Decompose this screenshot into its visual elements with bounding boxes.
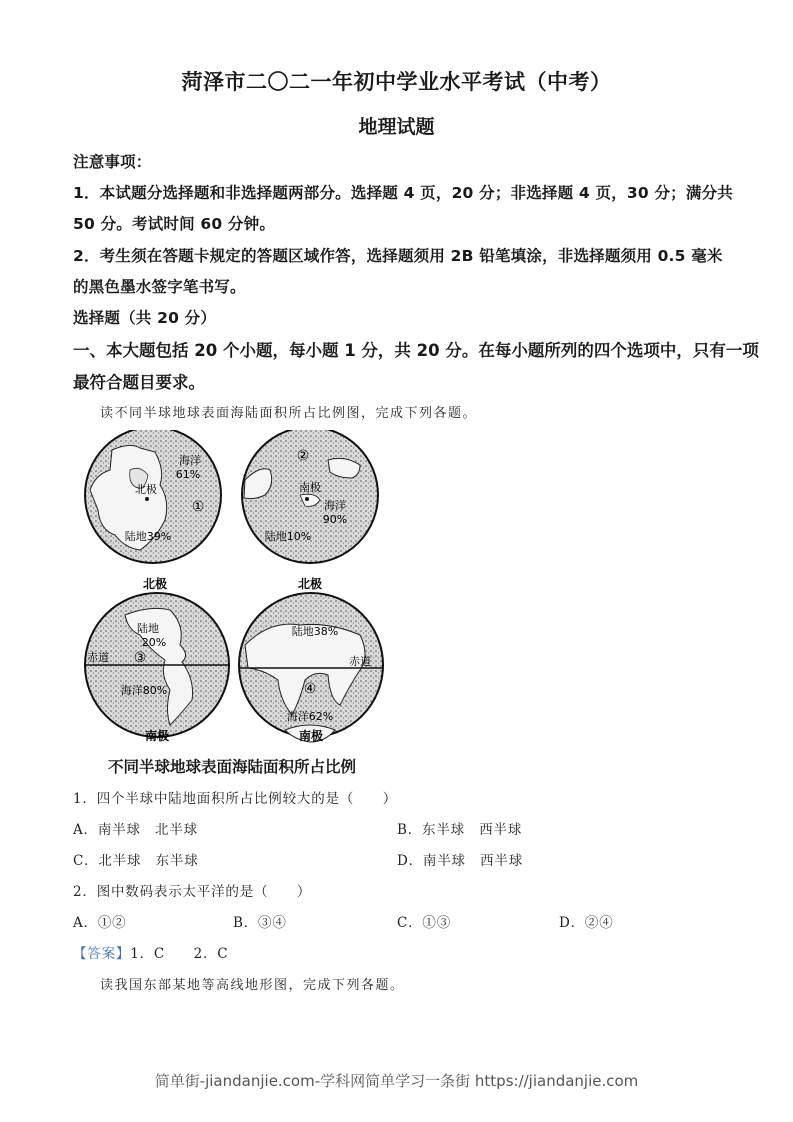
section-heading: 选择题（共 20 分） — [73, 309, 217, 327]
globe-4-land-label: 陆地38% — [291, 625, 339, 638]
globe-3-ocean-label: 海洋80% — [120, 684, 168, 697]
exam-title: 菏泽市二〇二一年初中学业水平考试（中考） — [181, 70, 612, 94]
notice-item-2-line-2: 的黑色墨水签字笔书写。 — [73, 278, 246, 296]
exam-subtitle: 地理试题 — [358, 116, 435, 138]
question-1-option-a[interactable]: A．南半球 北半球 — [73, 822, 198, 838]
globe-3-land-label: 陆地 — [137, 622, 159, 635]
globe-4-ocean-label: 海洋62% — [286, 710, 334, 723]
question-2-option-d[interactable]: D．②④ — [559, 915, 614, 931]
question-2-option-c[interactable]: C．①③ — [397, 915, 452, 931]
globe-2-center-label: 南极 — [299, 481, 321, 494]
globe-4-equator-label: 赤道 — [349, 655, 371, 668]
globe-4-bottom-label: 南极 — [298, 729, 324, 743]
globe-3-marker: ③ — [133, 650, 147, 666]
globe-2-marker: ② — [296, 448, 310, 464]
question-2-option-b[interactable]: B．③④ — [233, 915, 287, 931]
answer-tag: 【答案】 — [73, 946, 131, 962]
globe-3 — [85, 593, 229, 743]
globe-1-ocean-pct: 61% — [175, 468, 201, 481]
answer-text: 1．C 2．C — [130, 946, 229, 962]
globe-2-bottom-label: 北极 — [297, 577, 323, 591]
footer-watermark: 简单街-jiandanjie.com-学科网简单学习一条街 https://jiandanjie.com — [154, 1072, 639, 1090]
hemisphere-figure — [70, 430, 390, 750]
answer-line — [73, 942, 228, 962]
notice-item-1-line-1: 1．本试题分选择题和非选择题两部分。选择题 4 页，20 分；非选择题 4 页，30 分；满分共 — [73, 184, 733, 202]
globe-1-center-label: 北极 — [135, 483, 157, 496]
globe-2-land-label: 陆地10% — [264, 530, 312, 543]
section-instruction-line-2: 最符合题目要求。 — [73, 373, 205, 392]
globe-3-equator-label: 赤道 — [87, 651, 109, 664]
group1-intro: 读不同半球地球表面海陆面积所占比例图，完成下列各题。 — [100, 406, 478, 421]
section-instruction-line-1: 一、本大题包括 20 个小题，每小题 1 分，共 20 分。在每小题所列的四个选项中，只有一项 — [73, 341, 759, 360]
globe-2-ocean-label: 海洋 — [324, 499, 346, 512]
globe-3-bottom-label: 南极 — [144, 729, 170, 743]
notice-item-2-line-1: 2．考生须在答题卡规定的答题区域作答，选择题须用 2B 铅笔填涂，非选择题须用 0.5 毫米 — [73, 247, 723, 265]
globe-1-ocean-label: 海洋 — [179, 454, 201, 467]
globe-1 — [85, 430, 221, 591]
figure-caption: 不同半球地球表面海陆面积所占比例 — [108, 758, 357, 776]
question-2-option-a[interactable]: A．①② — [73, 915, 127, 931]
question-2-stem: 2．图中数码表示太平洋的是（ ） — [73, 884, 312, 900]
globe-4 — [239, 593, 383, 743]
question-1-stem: 1．四个半球中陆地面积所占比例较大的是（ ） — [73, 791, 397, 807]
globe-1-bottom-label: 北极 — [142, 577, 168, 591]
question-1-option-c[interactable]: C．北半球 东半球 — [73, 853, 199, 869]
globe-2 — [242, 430, 378, 591]
question-1-option-b[interactable]: B．东半球 西半球 — [397, 822, 523, 838]
notice-item-1-line-2: 50 分。考试时间 60 分钟。 — [73, 215, 276, 233]
globe-1-land-label: 陆地39% — [124, 530, 172, 543]
question-1-option-d[interactable]: D．南半球 西半球 — [397, 853, 524, 869]
group2-intro: 读我国东部某地等高线地形图，完成下列各题。 — [100, 978, 405, 993]
globe-3-land-pct: 20% — [141, 636, 167, 649]
globe-2-ocean-pct: 90% — [322, 513, 348, 526]
globe-4-marker: ④ — [303, 681, 317, 697]
globe-1-marker: ① — [191, 499, 205, 515]
notice-heading: 注意事项： — [73, 153, 152, 171]
